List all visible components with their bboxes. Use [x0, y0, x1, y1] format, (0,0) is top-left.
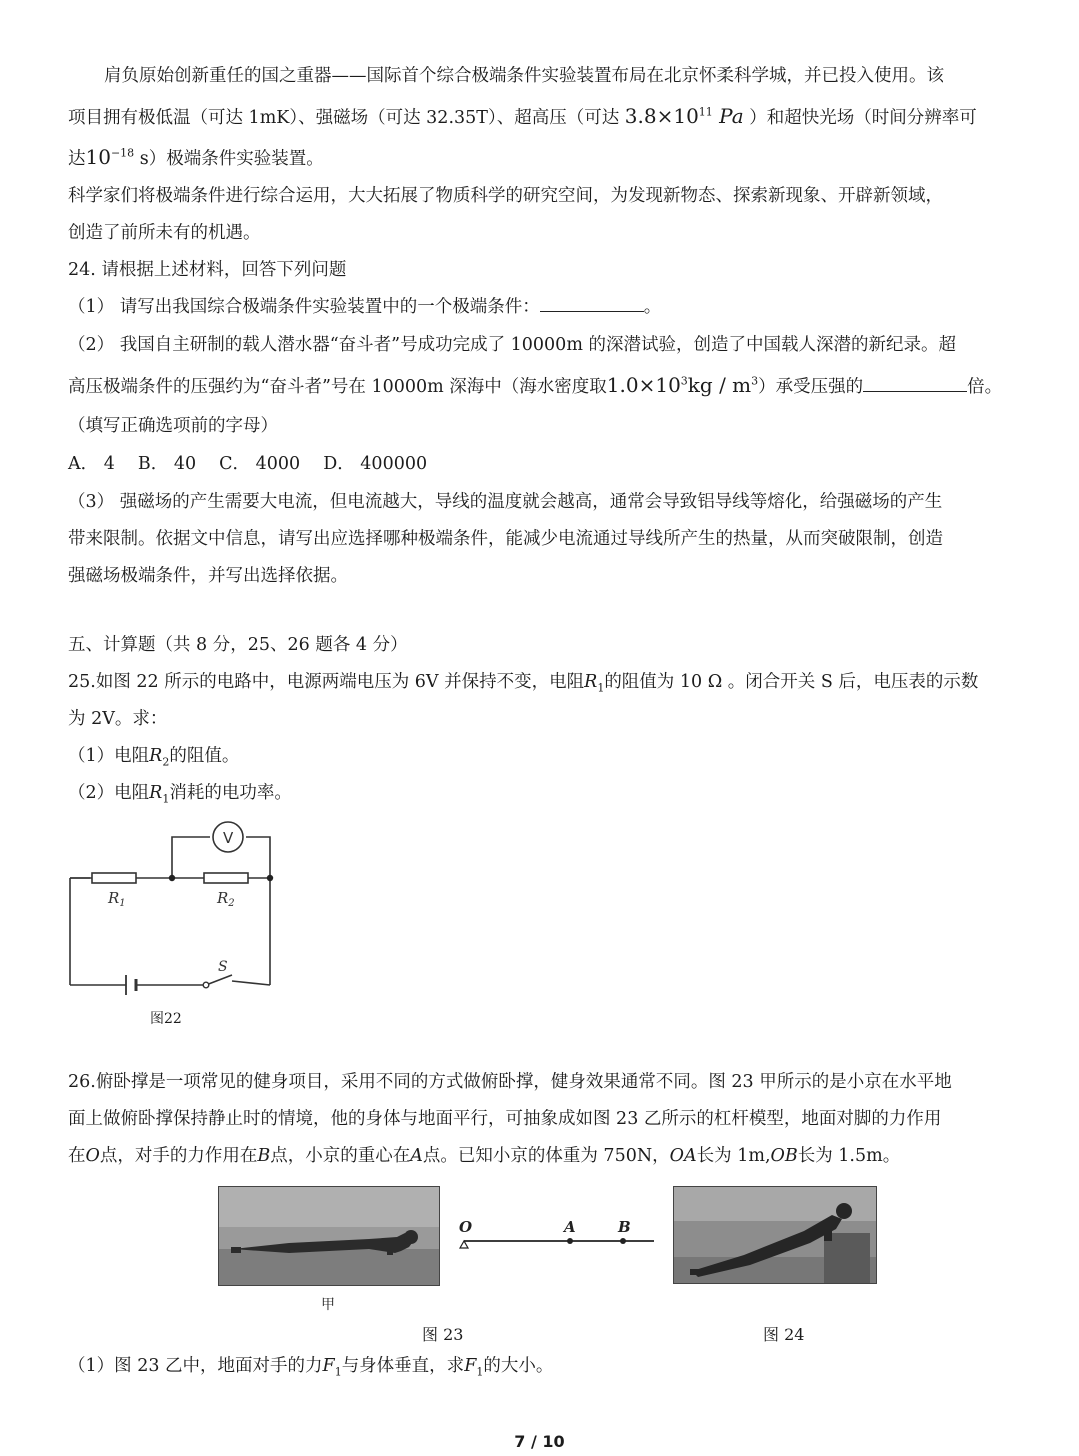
q24-sub2-line1: （2） 我国自主研制的载人潜水器“奋斗者”号成功完成了 10000m 的深潜试验，创造了中国载人深潜的新纪录。超 [68, 335, 956, 355]
q25-line1: 25.如图 22 所示的电路中，电源两端电压为 6V 并保持不变，电阻$R_1$的阻值为 10 Ω 。闭合开关 S 后，电压表的示数 [68, 672, 979, 695]
material-line-1: 肩负原始创新重任的国之重器——国际首个综合极端条件实验装置布局在北京怀柔科学城，并已投入使用。该 [104, 66, 944, 86]
r2-label: $R_2$ [217, 889, 235, 909]
figure-23-jia-caption: 甲 [321, 1297, 335, 1313]
incline-pushup-photo [673, 1186, 877, 1284]
switch-label: S [218, 959, 228, 975]
label-b: B [618, 1218, 631, 1236]
wire [232, 981, 270, 985]
switch-lever [206, 975, 232, 985]
material-line-4: 科学家们将极端条件进行综合运用，大大拓展了物质科学的研究空间，为发现新物态、探索新现象、开辟新领域， [68, 186, 943, 206]
switch-contact [203, 982, 209, 988]
answer-blank [540, 310, 644, 312]
label-o: O [459, 1218, 473, 1236]
q24-sub1: （1） 请写出我国综合极端条件实验装置中的一个极端条件： 。 [68, 297, 662, 317]
junction-dot [169, 875, 175, 881]
q24-options: A． 4 B． 40 C． 4000 D． 400000 [68, 454, 428, 474]
page-number: 7 / 10 [514, 1432, 565, 1451]
q26-line3: 在O点，对手的力作用在B点，小京的重心在A点。已知小京的体重为 750N，OA长为 1m,OB长为 1.5m。 [68, 1146, 901, 1166]
junction-dot [267, 875, 273, 881]
q24-sub3-line2: 带来限制。依据文中信息，请写出应选择哪种极端条件，能减少电流通过导线所产生的热量，从而突破限制，创造 [68, 529, 943, 549]
label-a: A [564, 1218, 576, 1236]
q24-sub2-line2: 高压极端条件的压强约为“奋斗者”号在 10000m 深海中（海水密度取$1.0\times 10^3kg / m^3$）承受压强的 倍。 [68, 373, 1003, 397]
voltmeter-label: V [223, 829, 234, 847]
text-segment: ）和超快光场（时间分辨率可 [749, 108, 977, 128]
text-segment: 项目拥有极低温（可达 1mK）、强磁场（可达 32.35T）、超高压（可达 [68, 108, 620, 128]
pushup-photo-illustration [219, 1187, 439, 1285]
q26-sub1: （1）图 23 乙中，地面对手的力$F_1$与身体垂直，求$F_1$的大小。 [68, 1356, 554, 1379]
q24-sub3-line1: （3） 强磁场的产生需要大电流，但电流越大，导线的温度就会越高，通常会导致铝导线等熔化，给强磁场的产生 [68, 492, 943, 512]
point-a [567, 1238, 573, 1244]
figure-22-caption: 图22 [150, 1011, 182, 1027]
lever-model-diagram [450, 1215, 660, 1255]
q25-sub2: （2）电阻$R_1$消耗的电功率。 [68, 783, 292, 806]
material-line-5: 创造了前所未有的机遇。 [68, 223, 261, 243]
pushup-photo-ground [218, 1186, 440, 1286]
resistor-r1 [92, 873, 136, 883]
q25-line2: 为 2V。求： [68, 709, 168, 729]
incline-pushup-illustration [674, 1187, 876, 1283]
figure-24-caption: 图 24 [763, 1325, 805, 1344]
q26-line2: 面上做俯卧撑保持静止时的情境，他的身体与地面平行，可抽象成如图 23 乙所示的杠杆模型，地面对脚的力作用 [68, 1109, 942, 1129]
point-b [620, 1238, 626, 1244]
density-value: $1.0\times 10^3kg / m^3$ [606, 373, 759, 397]
q26-line1: 26.俯卧撑是一项常见的健身项目，采用不同的方式做俯卧撑，健身效果通常不同。图 23 甲所示的是小京在水平地 [68, 1072, 952, 1092]
fulcrum-icon [460, 1241, 468, 1248]
q24-stem: 24. 请根据上述材料，回答下列问题 [68, 260, 347, 280]
q25-sub1: （1）电阻$R_2$的阻值。 [68, 746, 240, 769]
section-heading: 五、计算题（共 8 分，25、26 题各 4 分） [68, 635, 408, 655]
circuit-diagram [60, 815, 290, 1035]
q24-sub2-line3: （填写正确选项前的字母） [68, 416, 278, 436]
material-line-3: 达$10^{-18}$ s）极端条件实验装置。 [68, 145, 324, 169]
r1-label: $R_1$ [108, 889, 126, 909]
answer-blank [863, 390, 967, 392]
resistor-r2 [204, 873, 248, 883]
q24-sub3-line3: 强磁场极端条件，并写出选择依据。 [68, 566, 348, 586]
pressure-value: $3.8\times 10^{11}$ Pa [624, 104, 744, 128]
material-line-2 [68, 104, 977, 130]
time-resolution-value: $10^{-18}$ [85, 145, 135, 169]
figure-23-caption: 图 23 [422, 1325, 464, 1344]
